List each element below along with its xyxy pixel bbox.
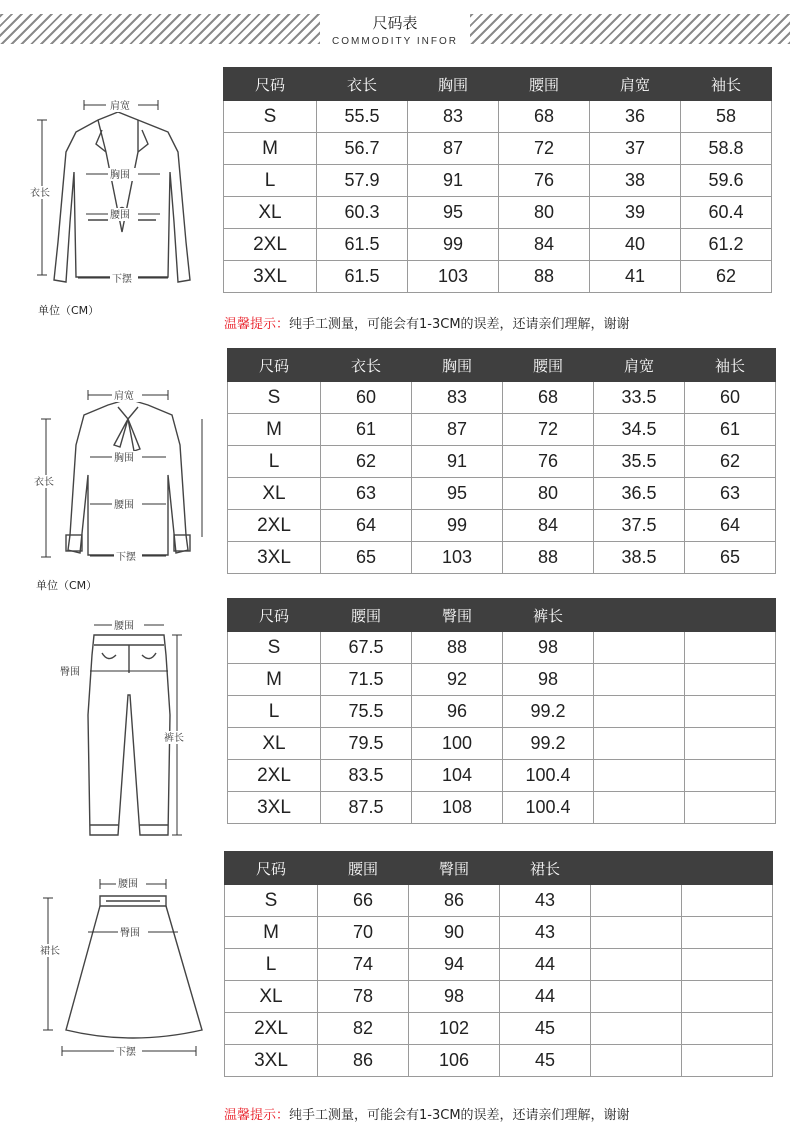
blouse-illustration bbox=[32, 385, 212, 575]
measurement-cell: 100.4 bbox=[503, 760, 594, 792]
measurement-tip-1 bbox=[224, 313, 630, 332]
measurement-cell: 61 bbox=[321, 414, 412, 446]
pants-hip-label: 臀围 bbox=[60, 667, 80, 678]
table-row bbox=[225, 1013, 773, 1045]
size-cell: 2XL bbox=[228, 510, 321, 542]
measurement-cell: 61 bbox=[685, 414, 776, 446]
measurement-cell: 74 bbox=[318, 949, 409, 981]
measurement-cell: 98 bbox=[409, 981, 500, 1013]
measurement-cell bbox=[682, 885, 773, 917]
size-cell: M bbox=[228, 414, 321, 446]
measurement-cell: 100 bbox=[412, 728, 503, 760]
jacket-length-label: 衣长 bbox=[30, 188, 50, 199]
measurement-cell: 100.4 bbox=[503, 792, 594, 824]
measurement-cell: 99 bbox=[408, 229, 499, 261]
skirt-length-label: 裙长 bbox=[40, 946, 60, 957]
measurement-cell: 43 bbox=[500, 885, 591, 917]
measurement-cell bbox=[682, 1045, 773, 1077]
size-cell: 3XL bbox=[225, 1045, 318, 1077]
measurement-cell bbox=[685, 792, 776, 824]
measurement-cell: 83 bbox=[412, 382, 503, 414]
column-header: 臀围 bbox=[412, 599, 503, 632]
measurement-cell: 78 bbox=[318, 981, 409, 1013]
measurement-cell bbox=[594, 696, 685, 728]
table-row bbox=[228, 510, 776, 542]
measurement-cell: 75.5 bbox=[321, 696, 412, 728]
size-cell: 2XL bbox=[228, 760, 321, 792]
table-row bbox=[224, 229, 772, 261]
table-row bbox=[228, 414, 776, 446]
column-header: 胸围 bbox=[408, 68, 499, 101]
measurement-cell: 60.3 bbox=[317, 197, 408, 229]
measurement-cell: 61.5 bbox=[317, 229, 408, 261]
measurement-cell: 64 bbox=[321, 510, 412, 542]
measurement-cell: 37 bbox=[590, 133, 681, 165]
size-cell: XL bbox=[228, 728, 321, 760]
column-header: 衣长 bbox=[317, 68, 408, 101]
table-row bbox=[224, 101, 772, 133]
measurement-cell: 68 bbox=[503, 382, 594, 414]
measurement-cell: 68 bbox=[499, 101, 590, 133]
tip-text: 纯手工测量，可能会有1-3CM的误差，还请亲们理解，谢谢 bbox=[289, 317, 630, 332]
measurement-cell: 63 bbox=[321, 478, 412, 510]
measurement-cell bbox=[682, 981, 773, 1013]
measurement-cell: 62 bbox=[321, 446, 412, 478]
unit-label-1: 单位（CM） bbox=[38, 304, 100, 317]
size-cell: S bbox=[224, 101, 317, 133]
blouse-chest-label: 胸围 bbox=[114, 453, 134, 464]
blouse-waist-label: 腰围 bbox=[114, 500, 134, 511]
size-cell: L bbox=[228, 446, 321, 478]
measurement-cell: 63 bbox=[685, 478, 776, 510]
size-cell: L bbox=[228, 696, 321, 728]
column-header: 胸围 bbox=[412, 349, 503, 382]
jacket-hem-label: 下摆 bbox=[112, 274, 132, 285]
table-row bbox=[225, 917, 773, 949]
size-cell: M bbox=[228, 664, 321, 696]
size-table-jacket bbox=[223, 67, 772, 293]
tip-text: 纯手工测量，可能会有1-3CM的误差，还请亲们理解，谢谢 bbox=[289, 1108, 630, 1123]
column-header: 肩宽 bbox=[594, 349, 685, 382]
measurement-cell: 45 bbox=[500, 1045, 591, 1077]
table-row bbox=[228, 760, 776, 792]
table-row bbox=[228, 382, 776, 414]
measurement-cell: 88 bbox=[503, 542, 594, 574]
size-cell: XL bbox=[228, 478, 321, 510]
table-row bbox=[224, 165, 772, 197]
measurement-cell: 58.8 bbox=[681, 133, 772, 165]
measurement-cell: 38 bbox=[590, 165, 681, 197]
skirt-illustration bbox=[36, 870, 206, 1070]
measurement-cell: 98 bbox=[503, 632, 594, 664]
size-cell: 2XL bbox=[225, 1013, 318, 1045]
measurement-cell bbox=[591, 1013, 682, 1045]
measurement-cell: 96 bbox=[412, 696, 503, 728]
size-cell: XL bbox=[224, 197, 317, 229]
measurement-cell: 61.5 bbox=[317, 261, 408, 293]
tip-label: 温馨提示： bbox=[224, 317, 290, 332]
measurement-cell: 80 bbox=[503, 478, 594, 510]
measurement-cell: 34.5 bbox=[594, 414, 685, 446]
measurement-cell: 80 bbox=[499, 197, 590, 229]
column-header: 腰围 bbox=[499, 68, 590, 101]
measurement-cell bbox=[685, 696, 776, 728]
measurement-cell: 62 bbox=[685, 446, 776, 478]
size-cell: L bbox=[224, 165, 317, 197]
size-cell: S bbox=[228, 382, 321, 414]
column-header: 裙长 bbox=[500, 852, 591, 885]
table-row bbox=[225, 949, 773, 981]
column-header bbox=[594, 599, 685, 632]
size-cell: S bbox=[225, 885, 318, 917]
page-subtitle: COMMODITY INFOR bbox=[332, 36, 458, 47]
measurement-cell bbox=[591, 885, 682, 917]
measurement-cell bbox=[591, 1045, 682, 1077]
table-row bbox=[225, 981, 773, 1013]
measurement-cell: 58 bbox=[681, 101, 772, 133]
skirt-hem-label: 下摆 bbox=[116, 1047, 136, 1058]
column-header: 衣长 bbox=[321, 349, 412, 382]
column-header: 袖长 bbox=[681, 68, 772, 101]
size-table-blouse bbox=[227, 348, 776, 574]
measurement-cell: 38.5 bbox=[594, 542, 685, 574]
measurement-cell: 35.5 bbox=[594, 446, 685, 478]
table-row bbox=[228, 632, 776, 664]
column-header: 腰围 bbox=[321, 599, 412, 632]
measurement-cell: 98 bbox=[503, 664, 594, 696]
measurement-cell: 79.5 bbox=[321, 728, 412, 760]
measurement-cell: 44 bbox=[500, 981, 591, 1013]
measurement-cell: 67.5 bbox=[321, 632, 412, 664]
table-row bbox=[228, 542, 776, 574]
measurement-cell: 37.5 bbox=[594, 510, 685, 542]
measurement-cell: 57.9 bbox=[317, 165, 408, 197]
measurement-cell: 62 bbox=[681, 261, 772, 293]
measurement-cell bbox=[682, 949, 773, 981]
measurement-cell: 56.7 bbox=[317, 133, 408, 165]
column-header: 尺码 bbox=[228, 349, 321, 382]
page-header bbox=[0, 0, 790, 60]
measurement-cell: 43 bbox=[500, 917, 591, 949]
pants-illustration bbox=[52, 615, 202, 845]
table-row bbox=[228, 792, 776, 824]
measurement-cell: 86 bbox=[409, 885, 500, 917]
column-header: 尺码 bbox=[224, 68, 317, 101]
measurement-cell: 66 bbox=[318, 885, 409, 917]
measurement-cell: 45 bbox=[500, 1013, 591, 1045]
measurement-cell: 94 bbox=[409, 949, 500, 981]
column-header: 裤长 bbox=[503, 599, 594, 632]
column-header bbox=[591, 852, 682, 885]
measurement-cell: 91 bbox=[408, 165, 499, 197]
measurement-cell: 39 bbox=[590, 197, 681, 229]
measurement-cell bbox=[594, 792, 685, 824]
measurement-cell: 65 bbox=[321, 542, 412, 574]
pants-waist-label: 腰围 bbox=[114, 621, 134, 632]
measurement-cell: 103 bbox=[408, 261, 499, 293]
measurement-cell: 36 bbox=[590, 101, 681, 133]
measurement-cell: 71.5 bbox=[321, 664, 412, 696]
measurement-cell: 60 bbox=[685, 382, 776, 414]
size-cell: M bbox=[224, 133, 317, 165]
measurement-cell: 87.5 bbox=[321, 792, 412, 824]
table-row bbox=[225, 885, 773, 917]
blouse-hem-label: 下摆 bbox=[116, 552, 136, 563]
measurement-cell: 95 bbox=[412, 478, 503, 510]
measurement-cell: 36.5 bbox=[594, 478, 685, 510]
measurement-cell bbox=[682, 917, 773, 949]
blouse-length-label: 衣长 bbox=[34, 477, 54, 488]
blouse-shoulder-label: 肩宽 bbox=[114, 391, 134, 402]
measurement-cell: 95 bbox=[408, 197, 499, 229]
measurement-cell: 108 bbox=[412, 792, 503, 824]
measurement-cell: 88 bbox=[499, 261, 590, 293]
size-cell: XL bbox=[225, 981, 318, 1013]
measurement-cell: 70 bbox=[318, 917, 409, 949]
measurement-cell: 102 bbox=[409, 1013, 500, 1045]
column-header bbox=[685, 599, 776, 632]
measurement-cell: 65 bbox=[685, 542, 776, 574]
measurement-cell: 61.2 bbox=[681, 229, 772, 261]
table-row bbox=[224, 197, 772, 229]
measurement-cell bbox=[682, 1013, 773, 1045]
column-header: 腰围 bbox=[318, 852, 409, 885]
tip-label: 温馨提示： bbox=[224, 1108, 290, 1123]
measurement-cell: 82 bbox=[318, 1013, 409, 1045]
measurement-cell: 60 bbox=[321, 382, 412, 414]
size-cell: 3XL bbox=[224, 261, 317, 293]
size-cell: 3XL bbox=[228, 792, 321, 824]
measurement-cell: 55.5 bbox=[317, 101, 408, 133]
measurement-cell: 33.5 bbox=[594, 382, 685, 414]
jacket-illustration bbox=[28, 92, 203, 297]
size-cell: 3XL bbox=[228, 542, 321, 574]
table-row bbox=[224, 261, 772, 293]
measurement-cell: 99 bbox=[412, 510, 503, 542]
measurement-cell bbox=[685, 760, 776, 792]
column-header: 尺码 bbox=[225, 852, 318, 885]
measurement-cell: 76 bbox=[503, 446, 594, 478]
measurement-cell: 59.6 bbox=[681, 165, 772, 197]
column-header bbox=[682, 852, 773, 885]
measurement-cell bbox=[594, 664, 685, 696]
measurement-cell bbox=[594, 728, 685, 760]
skirt-waist-label: 腰围 bbox=[118, 879, 138, 890]
column-header: 腰围 bbox=[503, 349, 594, 382]
measurement-cell: 91 bbox=[412, 446, 503, 478]
measurement-cell: 104 bbox=[412, 760, 503, 792]
measurement-cell: 44 bbox=[500, 949, 591, 981]
jacket-chest-label: 胸围 bbox=[110, 170, 130, 181]
measurement-cell: 88 bbox=[412, 632, 503, 664]
jacket-waist-label: 腰围 bbox=[110, 210, 130, 221]
table-row bbox=[228, 664, 776, 696]
unit-label-2: 单位（CM） bbox=[36, 579, 98, 592]
measurement-cell bbox=[591, 981, 682, 1013]
measurement-cell: 92 bbox=[412, 664, 503, 696]
measurement-cell: 60.4 bbox=[681, 197, 772, 229]
size-cell: 2XL bbox=[224, 229, 317, 261]
measurement-cell bbox=[591, 949, 682, 981]
measurement-cell: 87 bbox=[412, 414, 503, 446]
column-header: 臀围 bbox=[409, 852, 500, 885]
table-row bbox=[224, 133, 772, 165]
measurement-cell: 64 bbox=[685, 510, 776, 542]
measurement-cell bbox=[685, 664, 776, 696]
table-row bbox=[228, 696, 776, 728]
column-header: 肩宽 bbox=[590, 68, 681, 101]
table-row bbox=[225, 1045, 773, 1077]
column-header: 尺码 bbox=[228, 599, 321, 632]
measurement-cell: 86 bbox=[318, 1045, 409, 1077]
measurement-cell: 99.2 bbox=[503, 696, 594, 728]
size-table-pants bbox=[227, 598, 776, 824]
measurement-cell: 103 bbox=[412, 542, 503, 574]
size-cell: L bbox=[225, 949, 318, 981]
measurement-cell: 40 bbox=[590, 229, 681, 261]
size-table-skirt bbox=[224, 851, 773, 1077]
jacket-shoulder-label: 肩宽 bbox=[110, 101, 130, 112]
measurement-cell bbox=[685, 728, 776, 760]
measurement-cell bbox=[591, 917, 682, 949]
table-row bbox=[228, 446, 776, 478]
page-title: 尺码表 bbox=[372, 14, 418, 32]
measurement-cell bbox=[594, 632, 685, 664]
pants-length-label: 裤长 bbox=[164, 733, 184, 744]
measurement-cell: 106 bbox=[409, 1045, 500, 1077]
measurement-cell: 83.5 bbox=[321, 760, 412, 792]
table-row bbox=[228, 728, 776, 760]
measurement-cell: 90 bbox=[409, 917, 500, 949]
measurement-tip-2 bbox=[224, 1104, 630, 1123]
skirt-hip-label: 臀围 bbox=[120, 928, 140, 939]
measurement-cell: 84 bbox=[499, 229, 590, 261]
measurement-cell: 84 bbox=[503, 510, 594, 542]
measurement-cell: 72 bbox=[499, 133, 590, 165]
column-header: 袖长 bbox=[685, 349, 776, 382]
table-row bbox=[228, 478, 776, 510]
size-cell: M bbox=[225, 917, 318, 949]
measurement-cell: 83 bbox=[408, 101, 499, 133]
measurement-cell: 99.2 bbox=[503, 728, 594, 760]
measurement-cell bbox=[685, 632, 776, 664]
measurement-cell: 41 bbox=[590, 261, 681, 293]
measurement-cell: 87 bbox=[408, 133, 499, 165]
measurement-cell bbox=[594, 760, 685, 792]
measurement-cell: 72 bbox=[503, 414, 594, 446]
measurement-cell: 76 bbox=[499, 165, 590, 197]
size-cell: S bbox=[228, 632, 321, 664]
